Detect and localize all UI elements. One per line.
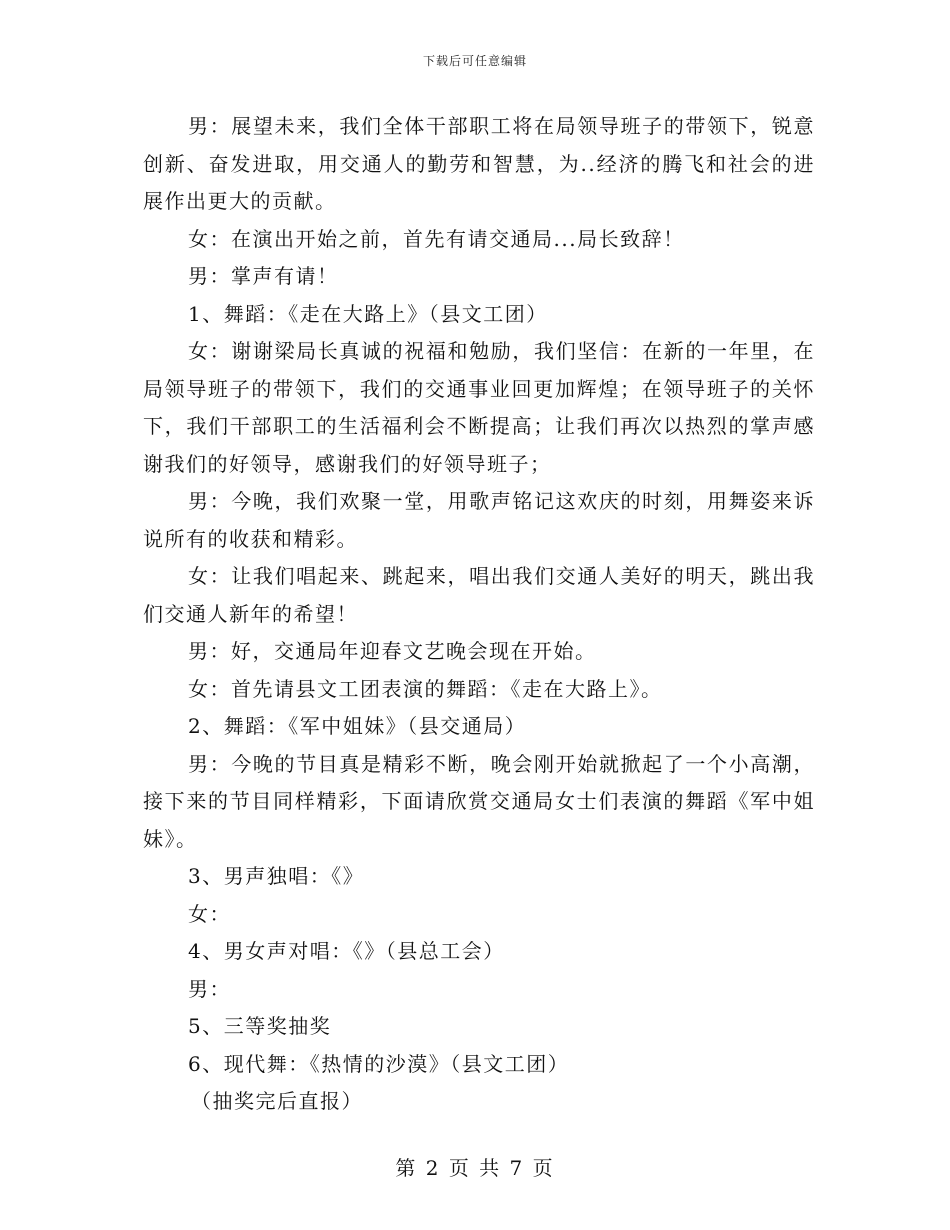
paragraph-second-intro: 男：今晚的节目真是精彩不断，晚会刚开始就掀起了一个小高潮，接下来的节目同样精彩，下面请欣赏交通局女士们表演的舞蹈《军中姐妹》。 <box>143 751 815 851</box>
page-footer: 第 2 页 共 7 页 <box>395 1156 555 1180</box>
paragraph-gathering: 男：今晚，我们欢聚一堂，用歌声铭记这欢庆的时刻，用舞姿来诉说所有的收获和精彩。 <box>143 489 815 551</box>
program-item-3: 3、男声独唱：《》 <box>188 864 365 888</box>
paragraph-invite-speech: 女：在演出开始之前，首先有请交通局...局长致辞！ <box>188 226 685 251</box>
paragraph-male-host-blank: 男： <box>188 976 231 1001</box>
program-item-5: 5、三等奖抽奖 <box>188 1014 332 1038</box>
document-body <box>143 108 815 1121</box>
program-item-1: 1、舞蹈：《走在大路上》（县文工团） <box>188 301 548 326</box>
paragraph-female-host-blank: 女： <box>188 901 231 926</box>
program-item-6: 6、现代舞：《热情的沙漠》（县文工团） <box>188 1051 570 1076</box>
page-header: 下载后可任意编辑 <box>422 54 527 68</box>
paragraph-first-performance: 女：首先请县文工团表演的舞蹈：《走在大路上》。 <box>188 676 663 701</box>
paragraph-applause: 男：掌声有请！ <box>188 264 339 288</box>
program-item-2: 2、舞蹈：《军中姐妹》（县交通局） <box>188 714 527 738</box>
paragraph-sing-dance: 女：让我们唱起来、跳起来，唱出我们交通人美好的明天，跳出我们交通人新年的希望！ <box>143 564 815 626</box>
program-item-4: 4、男女声对唱：《》（县总工会） <box>188 939 505 963</box>
paragraph-note: （抽奖完后直报） <box>191 1089 363 1113</box>
paragraph-gala-start: 男：好，交通局年迎春文艺晚会现在开始。 <box>188 639 597 663</box>
paragraph-closing-vision: 男：展望未来，我们全体干部职工将在局领导班子的带领下，锐意创新、奋发进取，用交通人的勤劳和智慧，为..经济的腾飞和社会的进展作出更大的贡献。 <box>143 114 815 213</box>
paragraph-thanks: 女：谢谢梁局长真诚的祝福和勉励，我们坚信：在新的一年里，在局领导班子的带领下，我们的交通事业回更加辉煌；在领导班子的关怀下，我们干部职工的生活福利会不断提高；让我们再次以热烈的掌声感谢我们的好领导，感谢我们的好领导班子； <box>143 339 815 476</box>
